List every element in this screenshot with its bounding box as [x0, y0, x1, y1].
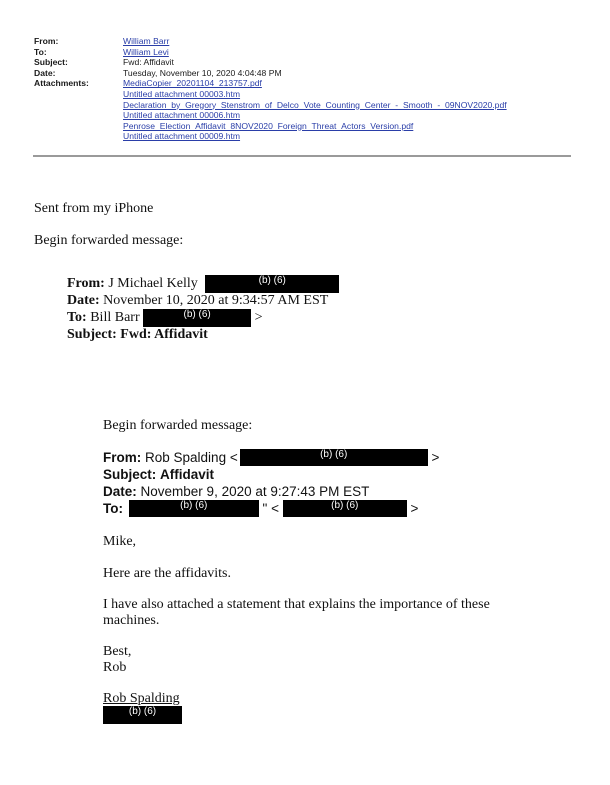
forward2-date-value: November 9, 2020 at 9:27:43 PM EST: [140, 484, 370, 499]
header-to-row: [34, 47, 507, 58]
attachment-link[interactable]: MediaCopier_20201104_213757.pdf: [123, 78, 262, 89]
forward1-from-name: J Michael Kelly: [108, 276, 198, 291]
forward2-subject-value: Affidavit: [160, 467, 215, 482]
header-from-label: From:: [34, 36, 59, 46]
begin-forwarded-line: Begin forwarded message:: [34, 233, 184, 248]
forward2-to-separator: " <: [262, 501, 279, 516]
signature-redaction-wrap: [103, 706, 182, 724]
forward1-to-line: [67, 309, 263, 327]
forward2-date-label: Date:: [103, 484, 137, 499]
attachment-link[interactable]: Untitled attachment 00006.htm: [123, 110, 241, 121]
header-attachments-label: Attachments:: [34, 78, 89, 89]
forward1-from-redaction: (b) (6): [205, 275, 339, 293]
header-to-link[interactable]: William Levi: [123, 46, 169, 57]
email-header: [34, 36, 507, 142]
forward1-to-redaction: (b) (6): [143, 309, 251, 327]
attachment-link[interactable]: Penrose_Election_Affidavit_8NOV2020_Foreign_Threat_Actors_Version.pdf: [123, 120, 414, 131]
message-line-1: Here are the affidavits.: [103, 566, 232, 581]
forward2-to-line: [103, 500, 418, 517]
forward2-from-redaction: (b) (6): [240, 449, 428, 466]
header-from-row: [34, 36, 507, 47]
signature-redaction: (b) (6): [103, 706, 182, 724]
forward1-subject-line: [67, 326, 208, 343]
attachment-link[interactable]: Untitled attachment 00009.htm: [123, 131, 241, 142]
header-divider: [33, 155, 571, 157]
message-closing: Best,: [103, 644, 132, 659]
header-from-link[interactable]: William Barr: [123, 36, 170, 46]
forward1-subject-value: Fwd: Affidavit: [120, 327, 208, 342]
message-salutation: Mike,: [103, 534, 137, 549]
forward1-to-name: Bill Barr: [90, 310, 140, 325]
header-date-value: Tuesday, November 10, 2020 4:04:48 PM: [123, 67, 282, 78]
forward2-from-name: Rob Spalding <: [145, 450, 238, 465]
forward2-from-line: [103, 449, 439, 466]
header-date-row: [34, 68, 507, 79]
header-date-label: Date:: [34, 67, 56, 78]
forward2-date-line: [103, 483, 369, 500]
forward1-to-close: >: [254, 310, 263, 325]
forward1-from-label: From:: [67, 276, 105, 291]
message-line-2a: I have also attached a statement that explains the importance of these: [103, 597, 490, 612]
header-to-label: To:: [34, 46, 47, 57]
forward2-to-redaction-2: (b) (6): [283, 500, 407, 517]
header-subject-row: [34, 57, 507, 68]
forward1-to-label: To:: [67, 310, 87, 325]
forward2-to-redaction-1: (b) (6): [129, 500, 259, 517]
attachment-link[interactable]: Declaration_by_Gregory_Stenstrom_of_Delco_Vote_Counting_Center_-_Smooth_-_09NOV2020.pdf: [123, 99, 507, 110]
forward2-subject-label: Subject:: [103, 467, 157, 482]
forward2-from-close: >: [431, 450, 440, 465]
attachment-link[interactable]: Untitled attachment 00003.htm: [123, 88, 241, 99]
forward2-begin-line: Begin forwarded message:: [103, 418, 253, 433]
forward1-date-value: November 10, 2020 at 9:34:57 AM EST: [103, 293, 329, 308]
signature-name: Rob Spalding: [103, 691, 180, 706]
forward2-subject-line: [103, 466, 214, 483]
forward2-to-label: To:: [103, 501, 123, 516]
forward2-to-close: >: [410, 501, 419, 516]
forward2-from-label: From:: [103, 450, 142, 465]
forward1-date-label: Date:: [67, 293, 100, 308]
forward1-subject-label: Subject:: [67, 327, 117, 342]
attachment-list: [123, 78, 507, 142]
forward1-from-line: [67, 275, 339, 293]
header-attachments-row: [34, 78, 507, 142]
header-subject-value: Fwd: Affidavit: [123, 57, 174, 68]
sent-from-line: Sent from my iPhone: [34, 201, 154, 216]
forward1-date-line: [67, 292, 328, 309]
message-line-2b: machines.: [103, 613, 160, 628]
header-subject-label: Subject:: [34, 57, 68, 68]
message-closing-name: Rob: [103, 660, 127, 675]
